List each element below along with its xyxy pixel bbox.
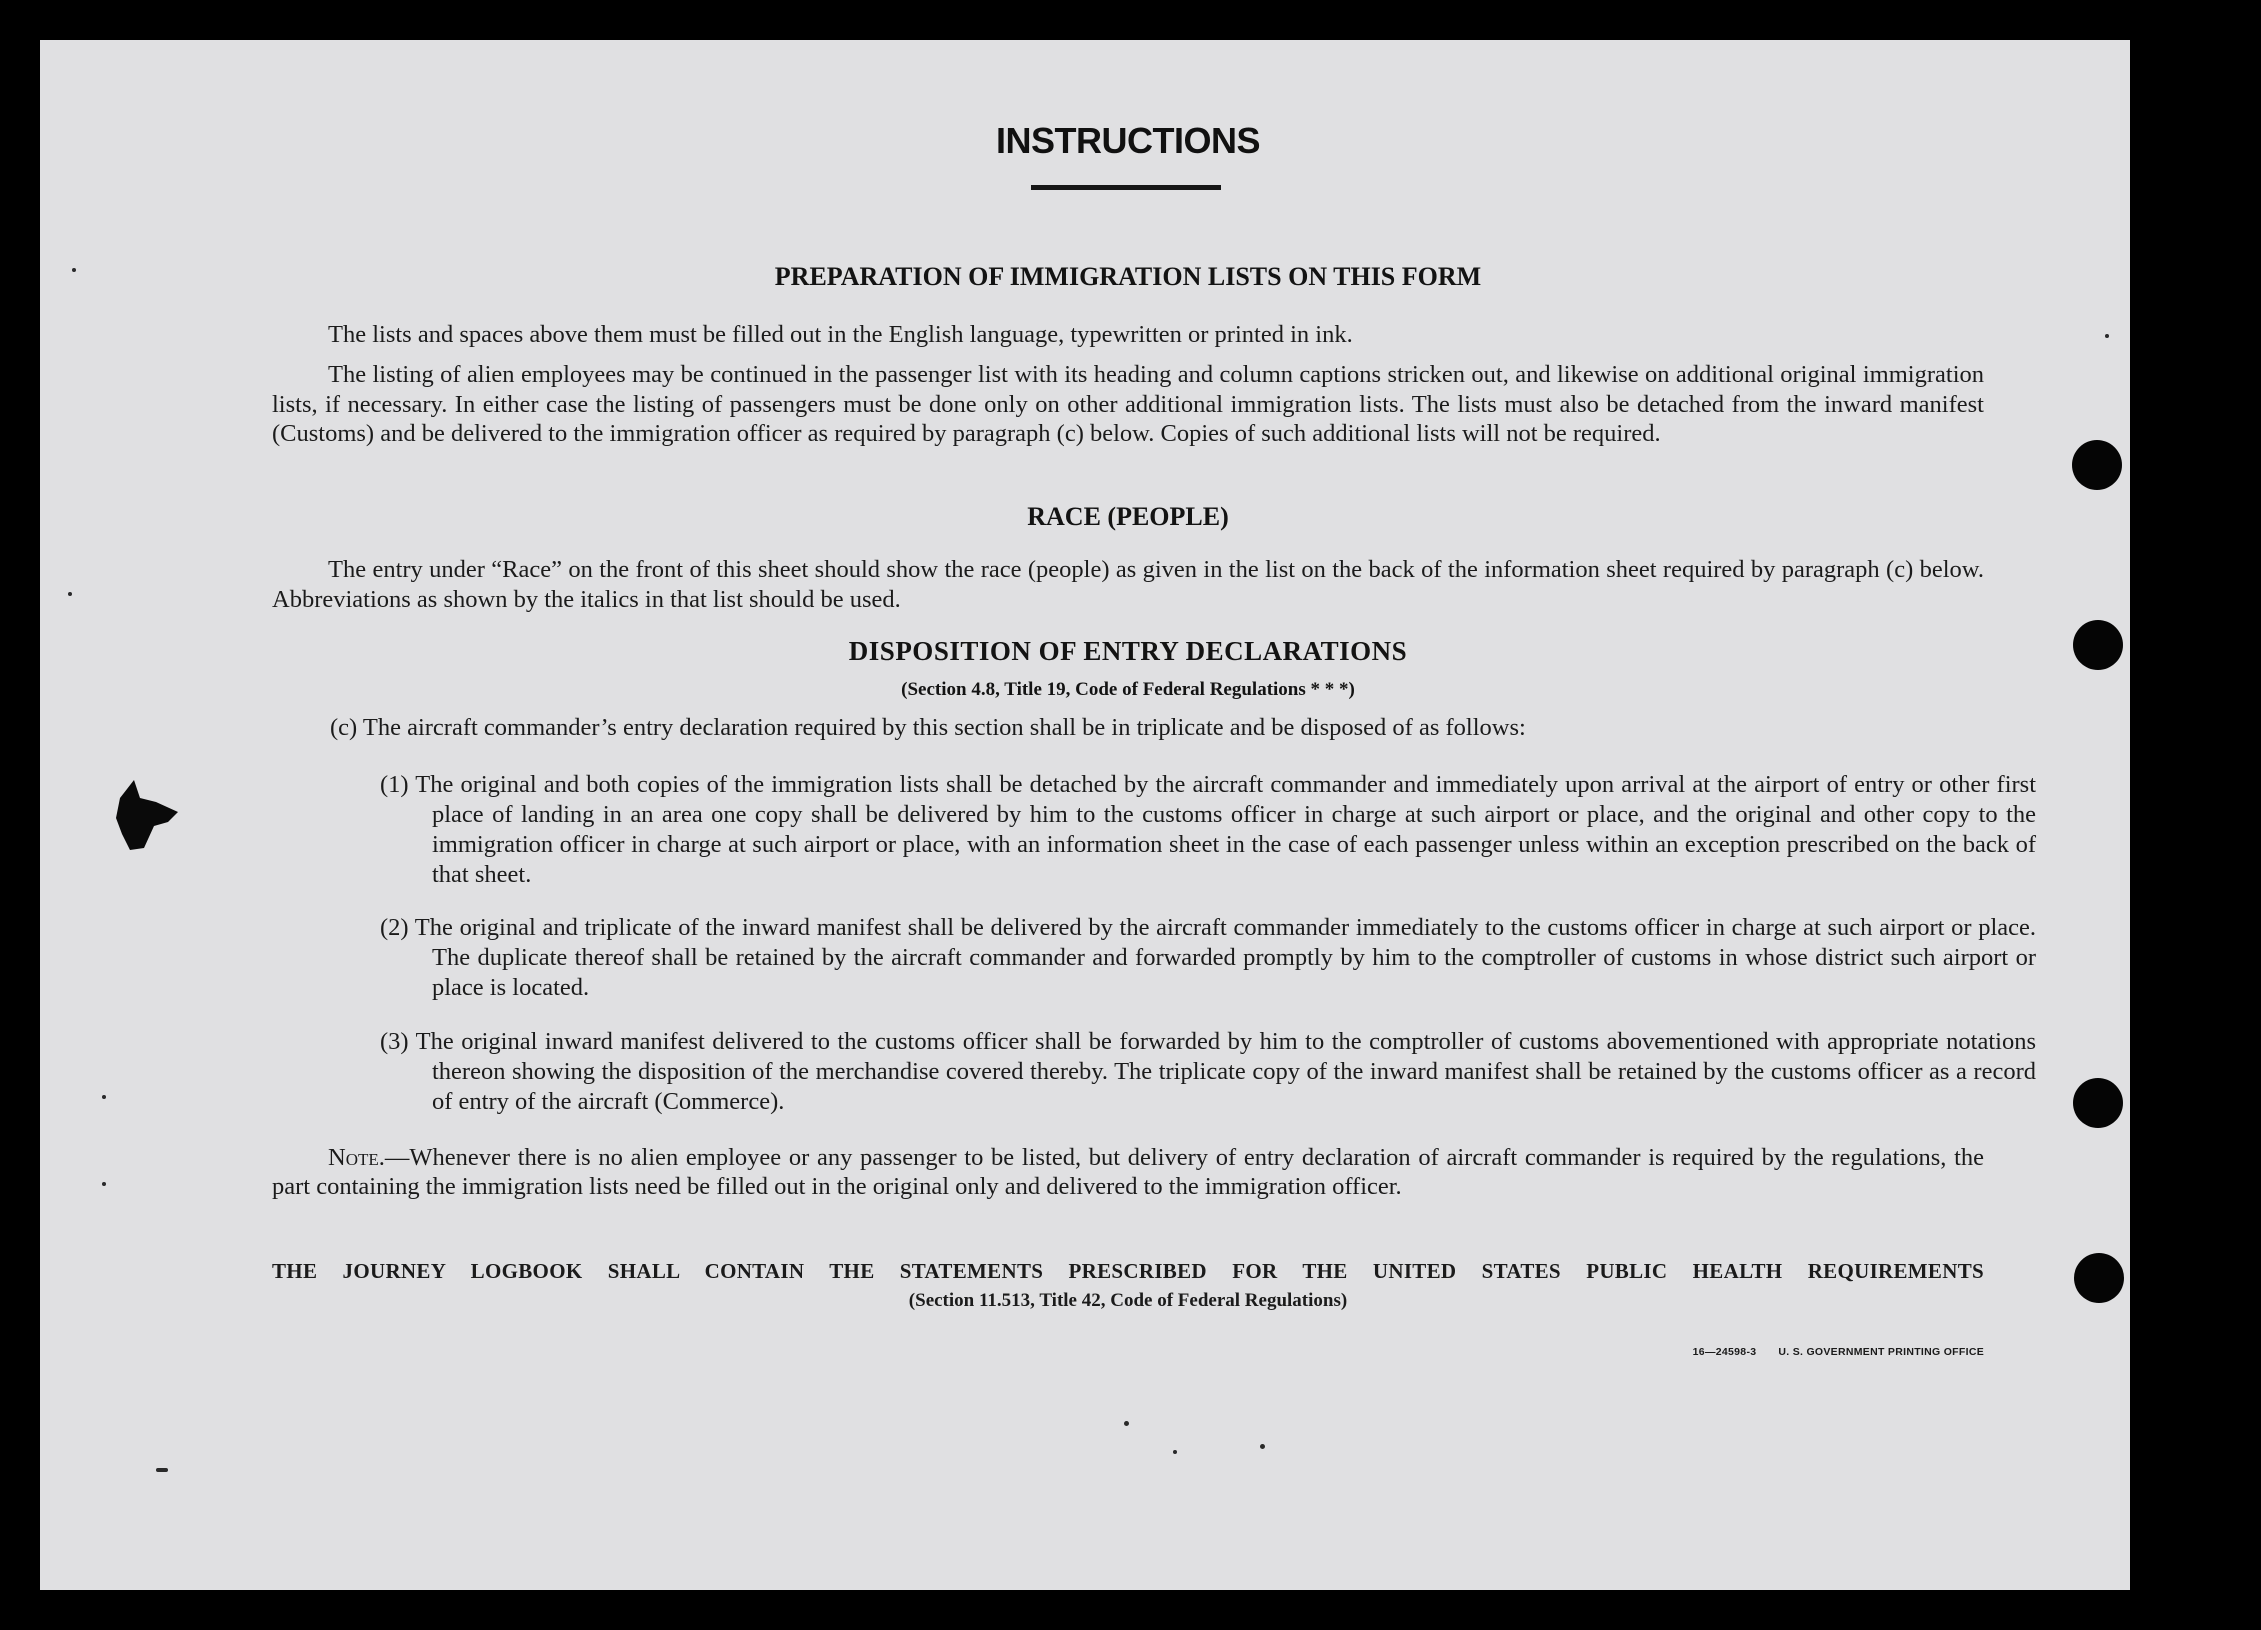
disposition-section-ref: (Section 4.8, Title 19, Code of Federal Regulations * * *) (901, 679, 1355, 700)
paper-speck (102, 1095, 106, 1099)
prep-paragraph-1: The lists and spaces above them must be filled out in the English language, typewritten or printed in ink. (328, 321, 1353, 348)
paper-speck (72, 268, 76, 272)
form-number: 16—24598-3 (1692, 1346, 1757, 1358)
punch-hole (2073, 620, 2123, 670)
race-heading: RACE (PEOPLE) (1027, 502, 1229, 531)
paper-speck (156, 1468, 168, 1472)
torn-edge-mark (114, 778, 194, 858)
title-underline (1031, 185, 1221, 190)
disposition-heading: DISPOSITION OF ENTRY DECLARATIONS (848, 636, 1408, 666)
paper-speck (102, 1182, 106, 1186)
document-page (40, 40, 2130, 1590)
disposition-item-3: (3) The original inward manifest delivered to the customs officer shall be forwarded by him to the comptroller of customs abovementioned with appropriate notations thereon showing the disposition of the merchandise covered thereby. The triplicate copy of the inward manifest shall be retained by the customs officer as a record of entry of the aircraft (Commerce). (380, 1028, 2036, 1115)
note-label: Note. (328, 1144, 385, 1171)
paper-speck (1124, 1421, 1129, 1426)
disposition-intro: (c) The aircraft commander’s entry declaration required by this section shall be in triplicate and be disposed of as follows: (330, 714, 1526, 741)
printer-footer (1693, 1346, 1984, 1358)
prep-paragraph-2: The listing of alien employees may be continued in the passenger list with its heading and column captions stricken out, and likewise on additional original immigration lists, if necessary. In either case the listing of passengers must be done only on other additional immigration lists. The lists must also be detached from the inward manifest (Customs) and be delivered to the immigration officer as required by paragraph (c) below. Copies of such additional lists will not be required. (272, 361, 1984, 447)
punch-hole (2074, 1253, 2124, 1303)
disposition-item-2: (2) The original and triplicate of the inward manifest shall be delivered by the aircraft commander immediately to the customs officer in charge at such airport or place. The duplicate thereof shall be retained by the aircraft commander and forwarded promptly by him to the comptroller of customs in whose district such airport or place is located. (380, 914, 2036, 1001)
punch-hole (2072, 440, 2122, 490)
note-paragraph (272, 1143, 1984, 1201)
paper-speck (1260, 1444, 1265, 1449)
note-text: —Whenever there is no alien employee or any passenger to be listed, but delivery of entry declaration of aircraft commander is required by the regulations, the part containing the immigration lists need be filled out in the original only and delivered to the immigration officer. (272, 1144, 1984, 1200)
journey-logbook-statement: THE JOURNEY LOGBOOK SHALL CONTAIN THE STATEMENTS PRESCRIBED FOR THE UNITED STATES PUBLIC HEALTH REQUIREMENTS (272, 1259, 1984, 1283)
page-title: INSTRUCTIONS (996, 120, 1260, 161)
paper-speck (2105, 334, 2109, 338)
punch-hole (2073, 1078, 2123, 1128)
prep-heading: PREPARATION OF IMMIGRATION LISTS ON THIS FORM (774, 262, 1482, 291)
paper-speck (1173, 1450, 1177, 1454)
disposition-item-1: (1) The original and both copies of the immigration lists shall be detached by the aircraft commander and immediately upon arrival at the airport of entry or other first place of landing in an area one copy shall be delivered by him to the customs officer in charge at such airport or place, and the original and other copy to the immigration officer in charge at such airport or place, with an information sheet in the case of each passenger unless within an exception prescribed on the back of that sheet. (380, 771, 2036, 888)
printer-name: U. S. GOVERNMENT PRINTING OFFICE (1778, 1346, 1984, 1358)
journey-section-ref: (Section 11.513, Title 42, Code of Federal Regulations) (908, 1290, 1348, 1311)
race-paragraph: The entry under “Race” on the front of this sheet should show the race (people) as given in the list on the back of the information sheet required by paragraph (c) below. Abbreviations as shown by the italics in that list should be used. (272, 556, 1984, 613)
paper-speck (68, 592, 72, 596)
